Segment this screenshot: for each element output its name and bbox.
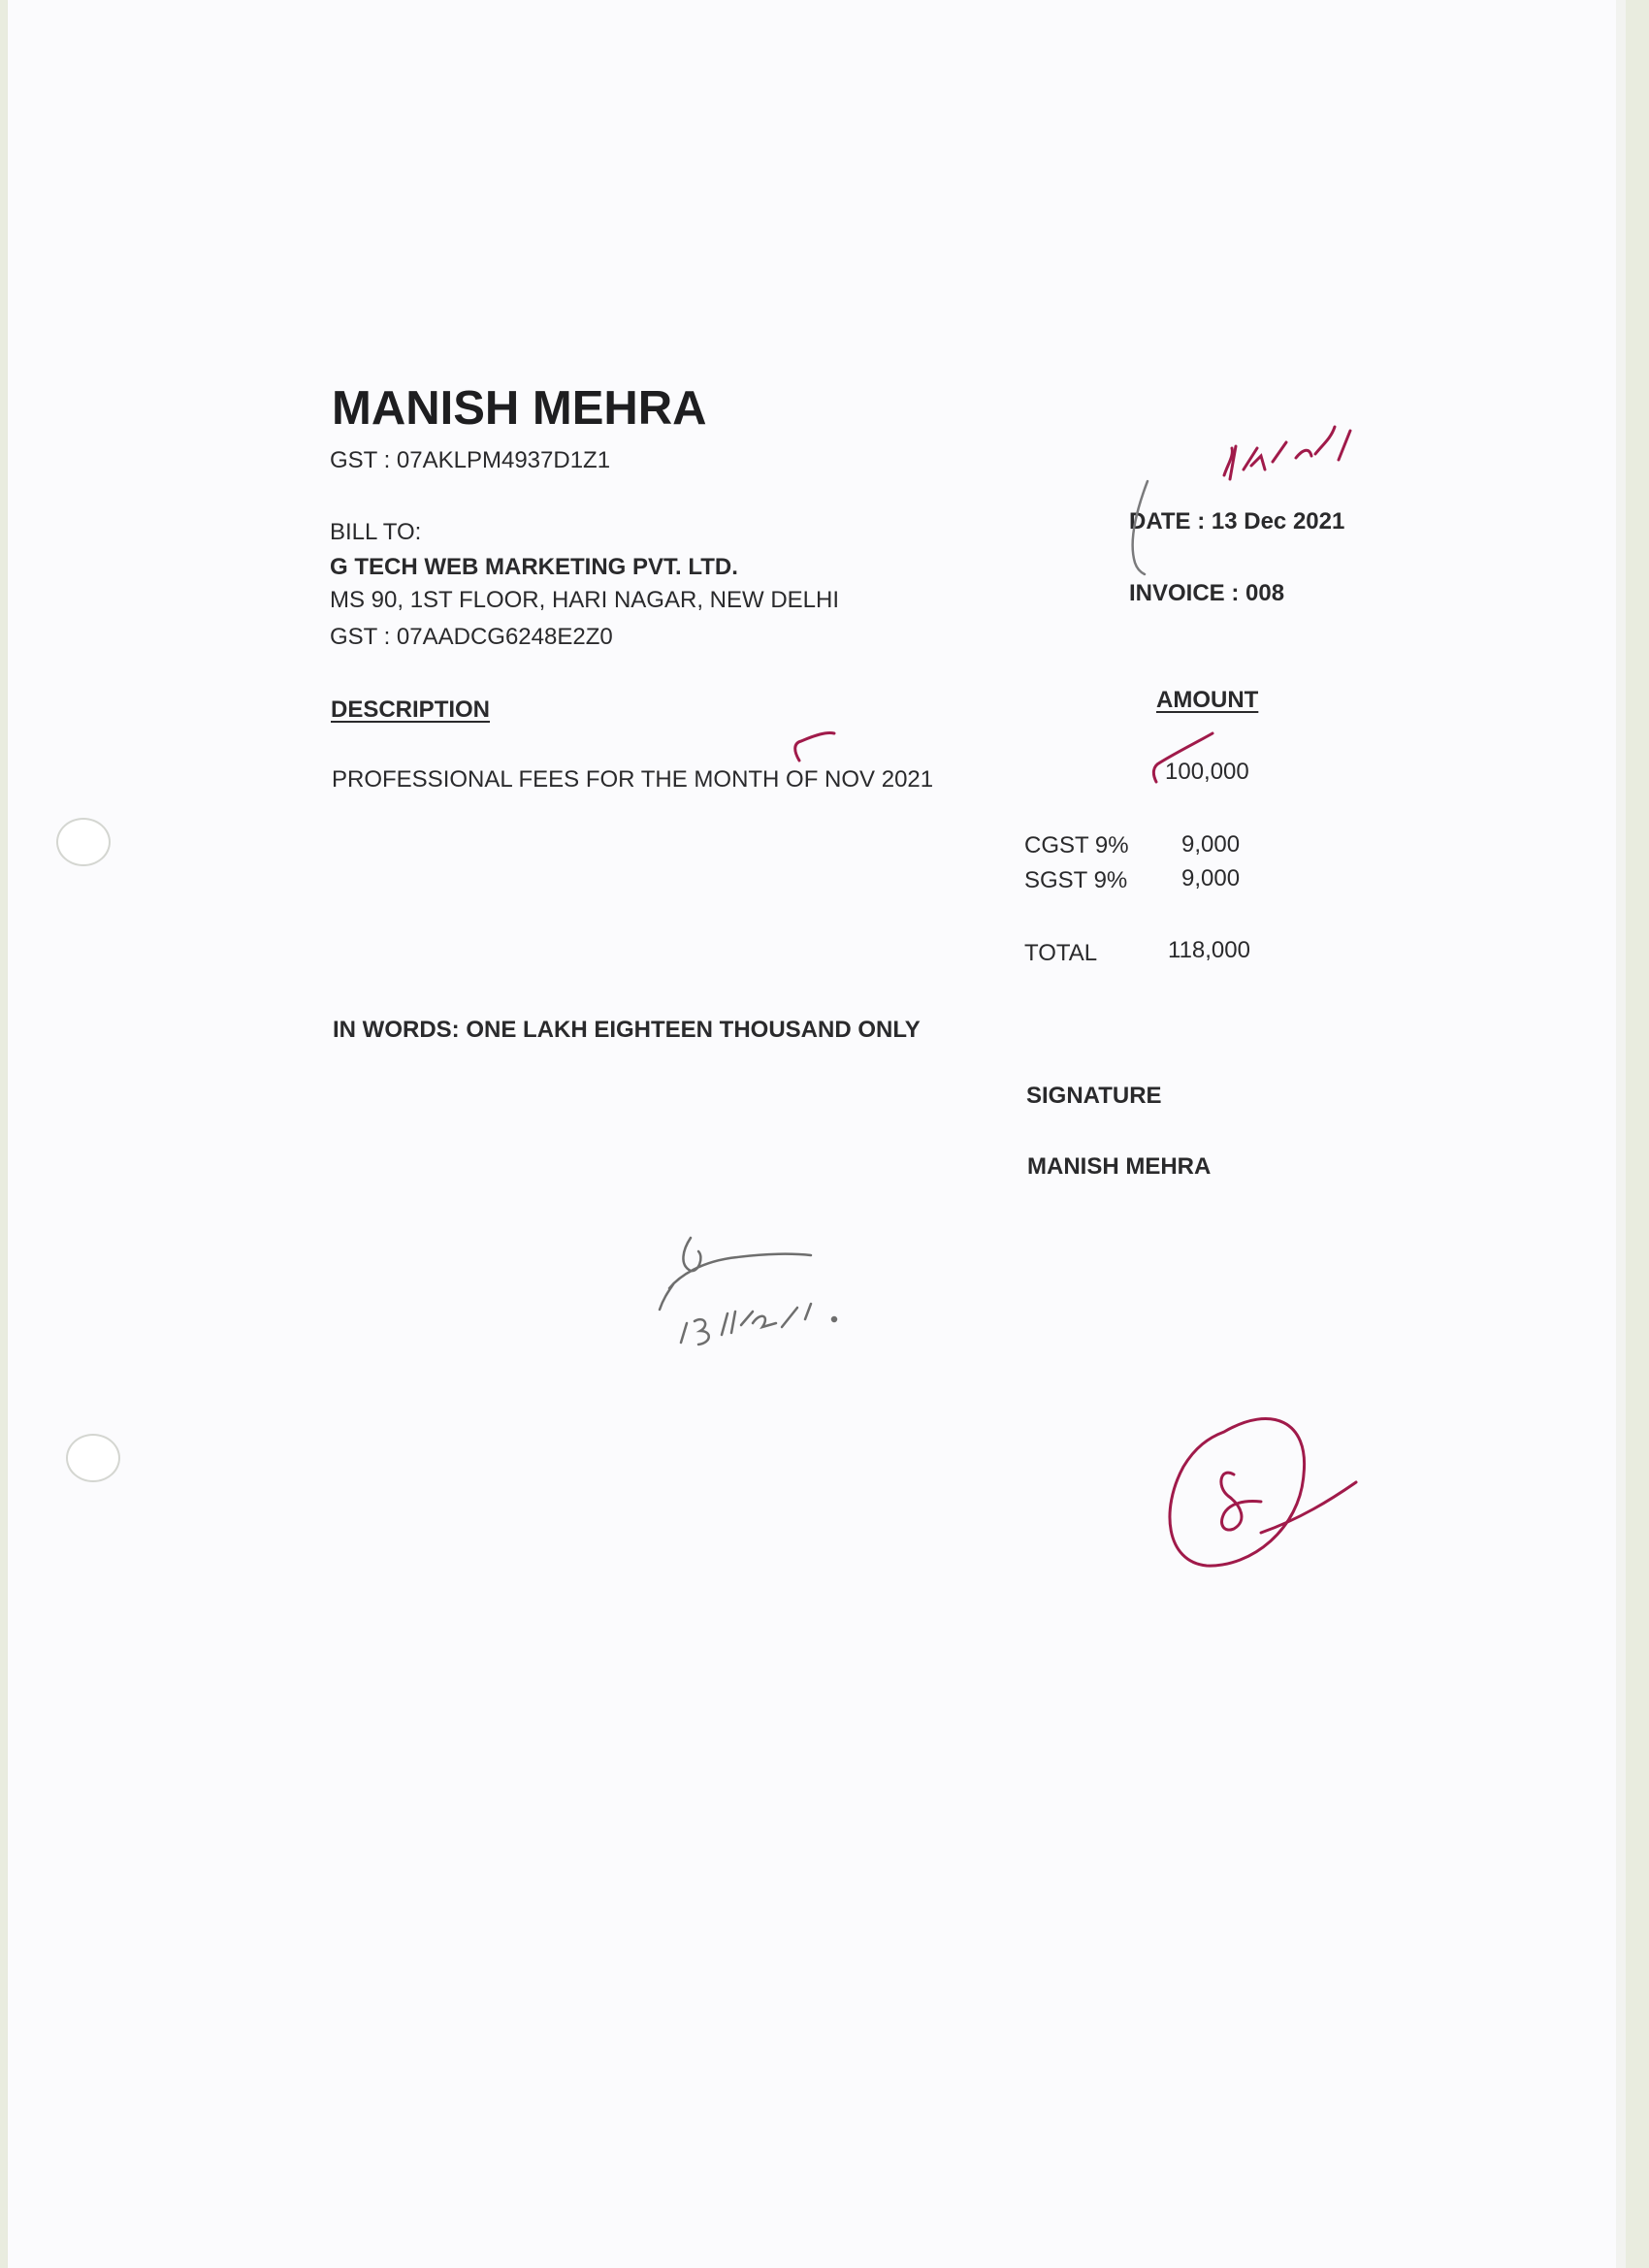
total-label: TOTAL [1024,940,1098,966]
issuer-name: MANISH MEHRA [332,382,707,435]
invoice-date: DATE : 13 Dec 2021 [1129,508,1345,535]
pencil-bracket [1133,481,1148,574]
red-tick-nov [795,732,834,761]
signature-label: SIGNATURE [1026,1083,1162,1109]
line-item-description: PROFESSIONAL FEES FOR THE MONTH OF NOV 2021 [332,766,934,793]
bill-to-label: BILL TO: [330,519,422,545]
amount-header: AMOUNT [1156,687,1259,713]
bill-to-gst: GST : 07AADCG6248E2Z0 [330,624,613,650]
bill-to-address: MS 90, 1ST FLOOR, HARI NAGAR, NEW DELHI [330,587,839,613]
pencil-date [681,1304,836,1345]
cgst-amount: 9,000 [1181,831,1241,858]
red-initial-stamp [1170,1419,1356,1567]
red-tick-amount [1153,733,1212,782]
description-header: DESCRIPTION [331,697,491,723]
signatory-name: MANISH MEHRA [1027,1153,1212,1180]
cgst-label: CGST 9% [1024,832,1129,859]
total-amount: 118,000 [1168,937,1250,963]
issuer-gst: GST : 07AKLPM4937D1Z1 [330,447,611,473]
bill-to-company: G TECH WEB MARKETING PVT. LTD. [330,554,738,580]
invoice-number: INVOICE : 008 [1129,580,1285,606]
sgst-amount: 9,000 [1181,865,1241,891]
line-item-amount: 100,000 [1165,759,1249,785]
pencil-signature [660,1238,811,1310]
sgst-label: SGST 9% [1024,867,1128,893]
handwritten-date-red [1224,427,1350,479]
amount-in-words: IN WORDS: ONE LAKH EIGHTEEN THOUSAND ONLY [333,1017,921,1043]
